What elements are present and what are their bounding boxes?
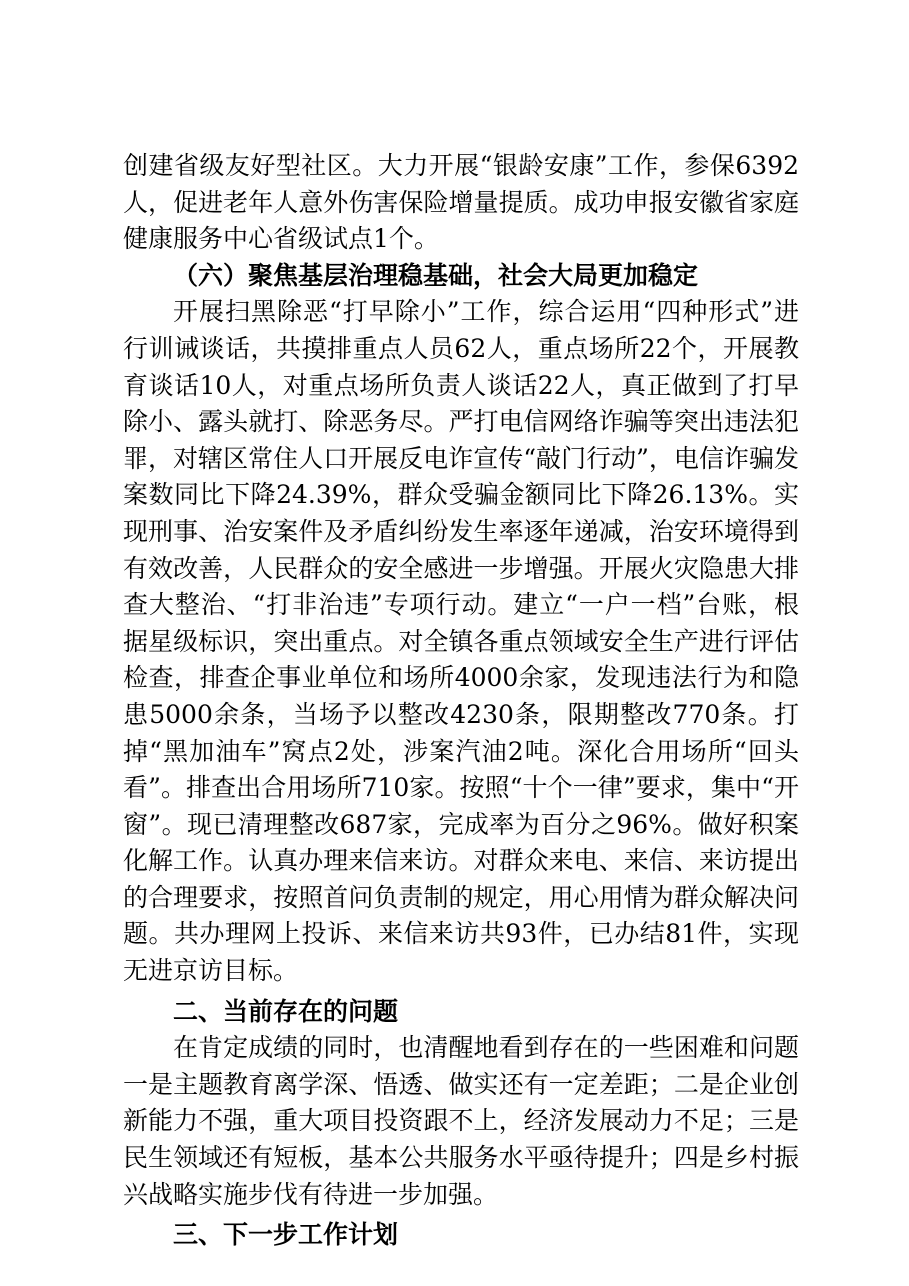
paragraph-problems: 在肯定成绩的同时，也清醒地看到存在的一些困难和问题一是主题教育离学深、悟透、做实还有一定差距；二是企业创新能力不强，重大项目投资跟不上，经济发展动力不足；三是民生领域还有短板，基本公共服务水平亟待提升；四是乡村振兴战略实施步伐有待进一步加强。 (123, 1033, 799, 1209)
heading-current-problems: 二、当前存在的问题 (173, 996, 399, 1026)
paragraph-governance: 开展扫黑除恶“打早除小”工作，综合运用“四种形式”进行训诫谈话，共摸排重点人员62人，重点场所22个，开展教育谈话10人，对重点场所负责人谈话22人，真正做到了打早除小、露头就打、除恶务尽。严打电信网络诈骗等突出违法犯罪，对辖区常住人口开展反电诈宣传“敲门行动”，电信诈骗发案数同比下降24.39%，群众受骗金额同比下降26.13%。实现刑事、治安案件及矛盾纠纷发生率逐年递减，治安环境得到有效改善，人民群众的安全感进一步增强。开展火灾隐患大排查大整治、“打非治违”专项行动。建立“一户一档”台账，根据星级标识，突出重点。对全镇各重点领域安全生产进行评估检查，排查企事业单位和场所4000余家，发现违法行为和隐患5000余条，当场予以整改4230条，限期整改770条。打掉“黑加油车”窝点2处，涉案汽油2吨。深化合用场所“回头看”。排查出合用场所710家。按照“十个一律”要求，集中“开窗”。现已清理整改687家，完成率为百分之96%。做好积案化解工作。认真办理来信来访。对群众来电、来信、来访提出的合理要求，按照首问负责制的规定，用心用情为群众解决问题。共办理网上投诉、来信来访共93件，已办结81件，实现无进京访目标。 (123, 297, 799, 986)
subheading-governance: （六）聚焦基层治理稳基础，社会大局更加稳定 (173, 260, 699, 290)
heading-next-steps: 三、下一步工作计划 (173, 1220, 399, 1250)
paragraph-continued: 创建省级友好型社区。大力开展“银龄安康”工作，参保6392人，促进老年人意外伤害保险增量提质。成功申报安徽省家庭健康服务中心省级试点1个。 (123, 151, 799, 254)
document-body (123, 148, 799, 1254)
